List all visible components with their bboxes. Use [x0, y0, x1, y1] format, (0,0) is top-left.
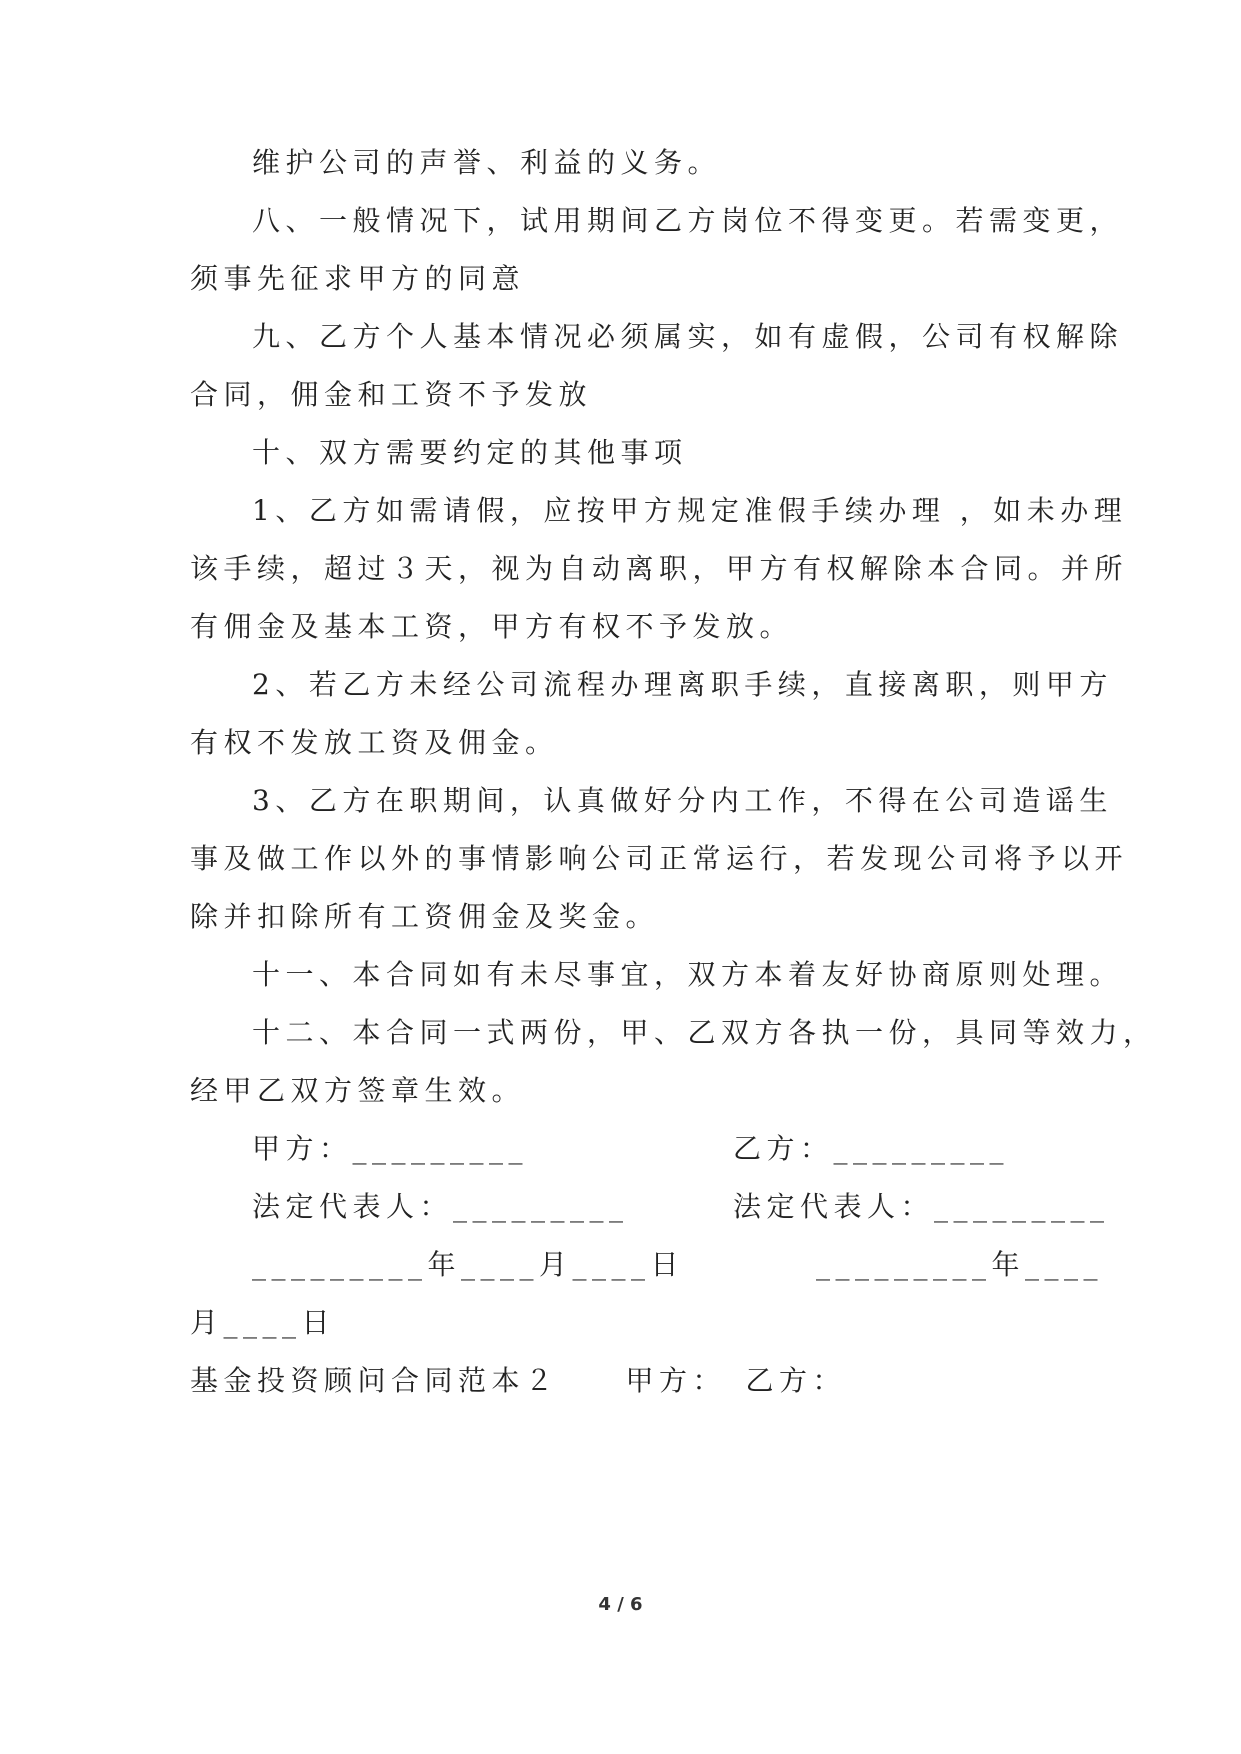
clause-11-line: 十一、本合同如有未尽事宜，双方本着友好协商原则处理。 — [252, 958, 1124, 991]
item-1-line-2: 该手续，超过３天，视为自动离职，甲方有权解除本合同。并所 — [190, 552, 1129, 585]
party-b-field: 乙方：_________ — [733, 1132, 1010, 1165]
paragraph-line: 维护公司的声誉、利益的义务。 — [252, 146, 722, 179]
item-3-line-1: 3、乙方在职期间，认真做好分内工作，不得在公司造谣生 — [252, 784, 1113, 817]
party-a-field: 甲方：_________ — [252, 1132, 529, 1165]
date-a-field: _________年____月____日 — [252, 1248, 685, 1281]
item-1-line-1: 1、乙方如需请假，应按甲方规定准假手续办理 ，如未办理 — [252, 494, 1128, 527]
clause-8-line-2: 须事先征求甲方的同意 — [190, 262, 526, 295]
item-1-line-3: 有佣金及基本工资，甲方有权不予发放。 — [190, 610, 794, 643]
item-3-line-3: 除并扣除所有工资佣金及奖金。 — [190, 900, 660, 933]
page-number: 4 / 6 — [598, 1594, 643, 1615]
clause-9-line-2: 合同，佣金和工资不予发放 — [190, 378, 593, 411]
clause-8-line-1: 八、一般情况下，试用期间乙方岗位不得变更。若需变更， — [252, 204, 1124, 237]
representative-a-field: 法定代表人：_________ — [252, 1190, 629, 1223]
item-2-line-1: 2、若乙方未经公司流程办理离职手续，直接离职，则甲方 — [252, 668, 1113, 701]
clause-9-line-1: 九、乙方个人基本情况必须属实，如有虚假，公司有权解除 — [252, 320, 1124, 353]
item-3-line-2: 事及做工作以外的事情影响公司正常运行，若发现公司将予以开 — [190, 842, 1129, 875]
date-b-continuation: 月____日 — [190, 1306, 336, 1339]
next-section-title: 基金投资顾问合同范本２ 甲方： 乙方： — [190, 1364, 847, 1397]
date-b-field: _________年____ — [816, 1248, 1104, 1281]
representative-b-field: 法定代表人：_________ — [733, 1190, 1110, 1223]
clause-12-line-1: 十二、本合同一式两份，甲、乙双方各执一份，具同等效力， — [252, 1016, 1157, 1049]
clause-12-line-2: 经甲乙双方签章生效。 — [190, 1074, 526, 1107]
item-2-line-2: 有权不发放工资及佣金。 — [190, 726, 559, 759]
clause-10-heading: 十、双方需要约定的其他事项 — [252, 436, 688, 469]
